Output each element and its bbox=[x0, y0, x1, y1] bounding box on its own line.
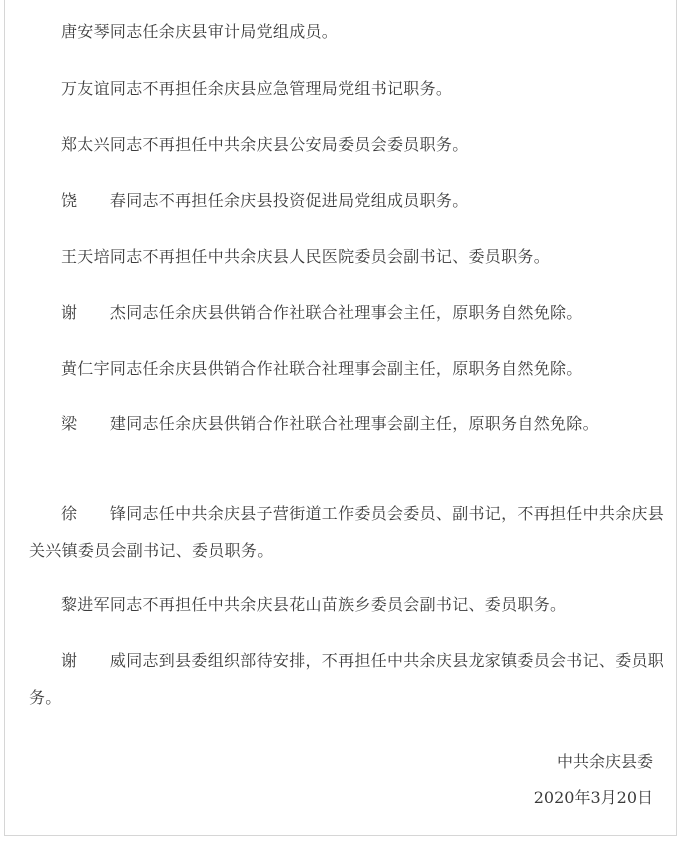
paragraph-6: 谢 杰同志任余庆县供销合作社联合社理事会主任，原职务自然免除。 bbox=[61, 303, 583, 322]
paragraph-4: 饶 春同志不再担任余庆县投资促进局党组成员职务。 bbox=[61, 191, 469, 210]
paragraph-11: 谢 威同志到县委组织部待安排，不再担任中共余庆县龙家镇委员会书记、委员职务。 bbox=[29, 651, 665, 707]
paragraph-9: 徐 锋同志任中共余庆县子营街道工作委员会委员、副书记，不再担任中共余庆县关兴镇委员会副书记、委员职务。 bbox=[29, 504, 665, 560]
paragraph-5: 王天培同志不再担任中共余庆县人民医院委员会副书记、委员职务。 bbox=[61, 247, 551, 266]
signature-date: 2020年3月20日 bbox=[533, 788, 653, 807]
paragraph-8: 梁 建同志任余庆县供销合作社联合社理事会副主任，原职务自然免除。 bbox=[61, 414, 599, 433]
document-frame bbox=[4, 0, 677, 836]
paragraph-1: 唐安琴同志任余庆县审计局党组成员。 bbox=[61, 22, 339, 41]
paragraph-10: 黎进军同志不再担任中共余庆县花山苗族乡委员会副书记、委员职务。 bbox=[61, 595, 567, 614]
signature-org: 中共余庆县委 bbox=[556, 752, 653, 771]
paragraph-2: 万友谊同志不再担任余庆县应急管理局党组书记职务。 bbox=[61, 79, 453, 98]
paragraph-7: 黄仁宇同志任余庆县供销合作社联合社理事会副主任，原职务自然免除。 bbox=[61, 359, 583, 378]
paragraph-3: 郑太兴同志不再担任中共余庆县公安局委员会委员职务。 bbox=[61, 135, 469, 154]
